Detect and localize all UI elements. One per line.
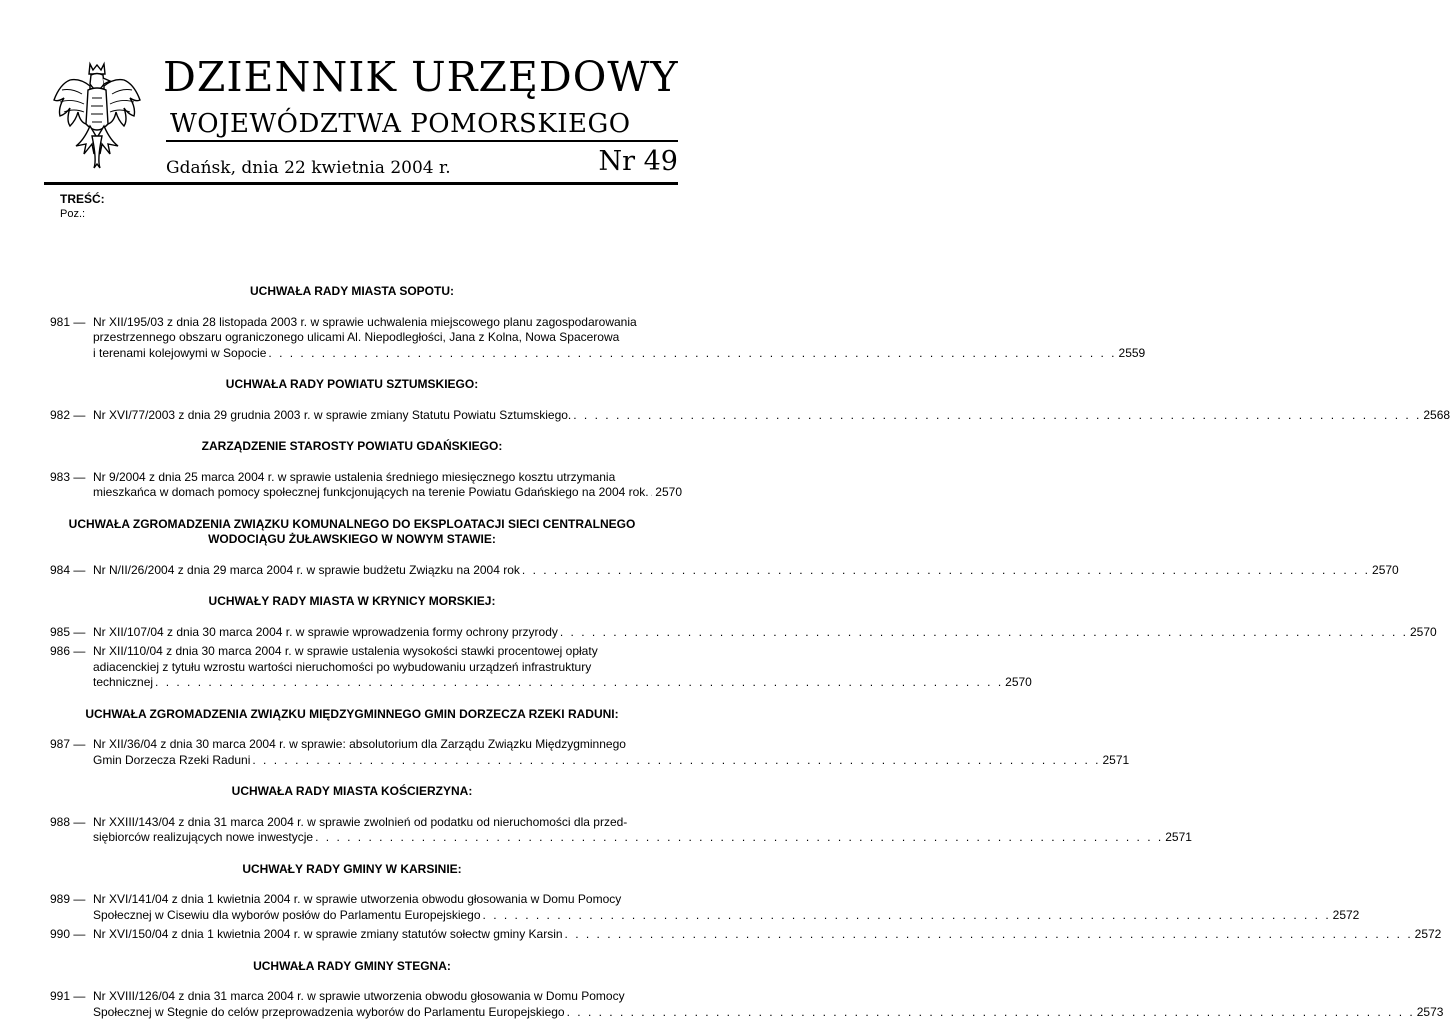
entry-number: 989 —: [50, 892, 86, 906]
section-gap: [50, 423, 654, 439]
toc-entry: [50, 644, 1032, 691]
entry-number: 991 —: [50, 989, 86, 1003]
entry-number: 985 —: [50, 624, 86, 639]
page-number: 2571: [1165, 830, 1192, 844]
entry-last-line: [93, 345, 1146, 362]
toc-entry: [50, 814, 1192, 846]
entry-line: Nr XVI/77/2003 z dnia 29 grudnia 2003 r. w sprawie zmiany Statutu Powiatu Sztumskiego.: [93, 407, 572, 422]
entry-last-line: [93, 1004, 1444, 1021]
entry-last-line: [93, 927, 1442, 943]
entry-number: 982 —: [50, 407, 86, 422]
leader-dots: . . . . . . . . . . . . . . . . . . . . . . . . . . . . . . . . . . . . . . . . . . . . . . . . . . . . . . . . . . . . . . . . . . . . . . . . . . . . . . . .: [559, 624, 1408, 639]
entry-line: Nr XII/110/04 z dnia 30 marca 2004 r. w sprawie ustalenia wysokości stawki procentowej opłaty: [93, 644, 598, 658]
page-number: 2573: [1416, 1004, 1444, 1019]
section-heading: UCHWAŁA RADY MIASTA SOPOTU:: [250, 284, 454, 298]
toc-entry: [50, 407, 1450, 424]
page-number: 2570: [655, 485, 682, 499]
toc-entry: [50, 469, 682, 501]
entry-number: 983 —: [50, 469, 86, 484]
entry-number: 981 —: [50, 314, 86, 329]
section-heading: ZARZĄDZENIE STAROSTY POWIATU GDAŃSKIEGO:: [201, 439, 503, 453]
entry-line: Nr XII/107/04 z dnia 30 marca 2004 r. w sprawie wprowadzenia formy ochrony przyrody: [93, 624, 558, 639]
entry-line: Nr XII/195/03 z dnia 28 listopada 2003 r. w sprawie uchwalenia miejscowego planu zagospodarowania: [93, 314, 637, 329]
entry-line: przestrzennego obszaru ograniczonego ulicami Al. Niepodległości, Jana z Kolna, Nowa Spacerowa: [93, 330, 620, 344]
page-number: 2568: [1423, 407, 1450, 422]
toc-entry: [50, 624, 1437, 641]
entry-number: 988 —: [50, 814, 86, 829]
entry-line: Nr XXIII/143/04 z dnia 31 marca 2004 r. w sprawie zwolnień od podatku od nieruchomości dla przed-: [93, 814, 628, 829]
page-number: 2572: [1332, 907, 1360, 922]
leader-dots: . . . . . . . . . . . . . . . . . . . . . . . . . . . . . . . . . . . . . . . . . . . . . . . . . . . . . . . . . . . . . . . . . . . . . . . . . . . . . . . .: [573, 407, 1422, 422]
page-number: 2572: [1414, 927, 1442, 941]
section-heading: UCHWAŁA ZGROMADZENIA ZWIĄZKU KOMUNALNEGO DO EKSPLOATACJI SIECI CENTRALNEGO WODOCIĄGU ŻUŁAWSKIEGO W NOWYM STAWIE:: [68, 516, 636, 546]
gazette-subtitle: WOJEWÓDZTWA POMORSKIEGO: [170, 109, 631, 139]
entry-line: Nr N/II/26/2004 z dnia 29 marca 2004 r. w sprawie budżetu Związku na 2004 rok: [93, 562, 520, 577]
leader-dots: . . . . . . . . . . . . . . . . . . . . . . . . . . . . . . . . . . . . . . . . . . . . . . . . . . . . . . . . . . . . . . . . . . . . . . . . . . . . . . . .: [482, 907, 1331, 922]
entry-line: i terenami kolejowymi w Sopocie: [93, 345, 267, 360]
eagle-emblem-icon: [50, 60, 144, 170]
entry-last-line: [93, 752, 1130, 769]
poz-label: Poz.:: [60, 208, 86, 220]
section-heading: UCHWAŁA ZGROMADZENIA ZWIĄZKU MIĘDZYGMINNEGO GMIN DORZECZA RZEKI RADUNI:: [85, 706, 619, 721]
section-gap: [50, 846, 654, 862]
entry-line: Nr XII/36/04 z dnia 30 marca 2004 r. w sprawie: absolutorium dla Zarządu Związku Międzygminnego: [93, 737, 626, 751]
entry-number: 984 —: [50, 562, 86, 577]
toc-entry: [50, 927, 1442, 943]
leader-dots: . . . . . . . . . . . . . . . . . . . . . . . . . . . . . . . . . . . . . . . . . . . . . . . . . . . . . . . . . . . . . . . . . . . . . . . . . . . . . . . .: [252, 752, 1101, 767]
issue-number: Nr 49: [598, 146, 678, 177]
page-number: 2559: [1118, 345, 1146, 360]
entry-last-line: [93, 830, 1192, 846]
entry-line: Nr XVI/150/04 z dnia 1 kwietnia 2004 r. w sprawie zmiany statutów sołectw gminy Karsin: [93, 927, 563, 941]
page-number: 2570: [1372, 562, 1399, 577]
entry-line: Nr XVI/141/04 z dnia 1 kwietnia 2004 r. w sprawie utworzenia obwodu głosowania w Domu Pomocy: [93, 892, 622, 906]
entry-last-line: [93, 407, 1450, 424]
leader-dots: . . . . . . . . . . . . . . . . . . . . . . . . . . . . . . . . . . . . . . . . . . . . . . . . . . . . . . . . . . . . . . . . . . . . . . . . . . . . . . . .: [155, 675, 1004, 689]
leader-dots: . . . . . . . . . . . . . . . . . . . . . . . . . . . . . . . . . . . . . . . . . . . . . . . . . . . . . . . . . . . . . . . . . . . . . . . . . . . . . . . .: [268, 345, 1117, 360]
entry-line: Społecznej w Cisewiu dla wyborów posłów do Parlamentu Europejskiego: [93, 907, 481, 922]
entry-line: Gmin Dorzecza Rzeki Raduni: [93, 752, 251, 767]
section-heading: UCHWAŁY RADY MIASTA W KRYNICY MORSKIEJ:: [208, 594, 496, 608]
entry-line: adiacenckiej z tytułu wzrostu wartości nieruchomości po wybudowaniu urządzeń infrastruktury: [93, 659, 592, 674]
page-number: 2570: [1410, 624, 1437, 639]
entry-number: 986 —: [50, 644, 86, 658]
entry-line: Nr XVIII/126/04 z dnia 31 marca 2004 r. w sprawie utworzenia obwodu głosowania w Domu Pomocy: [93, 989, 625, 1003]
gazette-title: DZIENNIK URZĘDOWY: [163, 53, 679, 101]
dateline: Gdańsk, dnia 22 kwietnia 2004 r.: [166, 158, 451, 178]
section-gap: [50, 361, 654, 377]
page-number: 2570: [1005, 675, 1032, 689]
leader-dots: [651, 485, 652, 501]
leader-dots: . . . . . . . . . . . . . . . . . . . . . . . . . . . . . . . . . . . . . . . . . . . . . . . . . . . . . . . . . . . . . . . . . . . . . . . . . . . . . . . .: [521, 562, 1371, 577]
entry-line: Nr 9/2004 z dnia 25 marca 2004 r. w sprawie ustalenia średniego miesięcznego kosztu utrzymania: [93, 469, 616, 484]
leader-dots: . . . . . . . . . . . . . . . . . . . . . . . . . . . . . . . . . . . . . . . . . . . . . . . . . . . . . . . . . . . . . . . . . . . . . . . . . . . . . . . .: [564, 927, 1413, 941]
entry-line: technicznej: [93, 675, 154, 689]
toc-heading: TREŚĆ:: [60, 192, 105, 206]
section-gap: [50, 501, 654, 517]
page-number: 2571: [1102, 752, 1130, 767]
entry-last-line: [93, 907, 1360, 924]
section-gap: [50, 691, 654, 707]
toc-entry: [50, 892, 1360, 923]
leader-dots: . . . . . . . . . . . . . . . . . . . . . . . . . . . . . . . . . . . . . . . . . . . . . . . . . . . . . . . . . . . . . . . . . . . . . . . . . . . . . . . .: [566, 1004, 1415, 1019]
entry-last-line: [93, 624, 1437, 641]
entry-number: 990 —: [50, 927, 86, 941]
entry-line: siębiorców realizujących nowe inwestycje: [93, 830, 314, 844]
entry-last-line: [93, 675, 1032, 691]
toc-entry: [50, 314, 1146, 362]
section-heading: UCHWAŁA RADY MIASTA KOŚCIERZYNA:: [231, 784, 473, 798]
entry-last-line: [93, 562, 1399, 579]
section-gap: [50, 578, 654, 594]
section-gap: [50, 768, 654, 784]
section-heading: UCHWAŁY RADY GMINY W KARSINIE:: [242, 861, 462, 876]
masthead-bottom-rule: [44, 182, 678, 185]
toc-entry: [50, 737, 1130, 768]
masthead-rule: [166, 140, 678, 142]
section-heading: UCHWAŁA RADY GMINY STEGNA:: [253, 958, 451, 973]
section-gap: [50, 943, 654, 959]
entry-line: Społecznej w Stegnie do celów przeprowadzenia wyborów do Parlamentu Europejskiego: [93, 1004, 565, 1019]
section-heading: UCHWAŁA RADY POWIATU SZTUMSKIEGO:: [225, 377, 479, 391]
entry-line: mieszkańca w domach pomocy społecznej funkcjonujących na terenie Powiatu Gdańskiego na 2004 rok.: [93, 485, 649, 499]
toc-entry: [50, 989, 1444, 1020]
leader-dots: . . . . . . . . . . . . . . . . . . . . . . . . . . . . . . . . . . . . . . . . . . . . . . . . . . . . . . . . . . . . . . . . . . . . . . . . . . . . . . . .: [315, 830, 1164, 844]
entry-last-line: [93, 485, 682, 501]
toc-entry: [50, 562, 1399, 579]
entry-number: 987 —: [50, 737, 86, 751]
table-of-contents: [50, 284, 1450, 1020]
